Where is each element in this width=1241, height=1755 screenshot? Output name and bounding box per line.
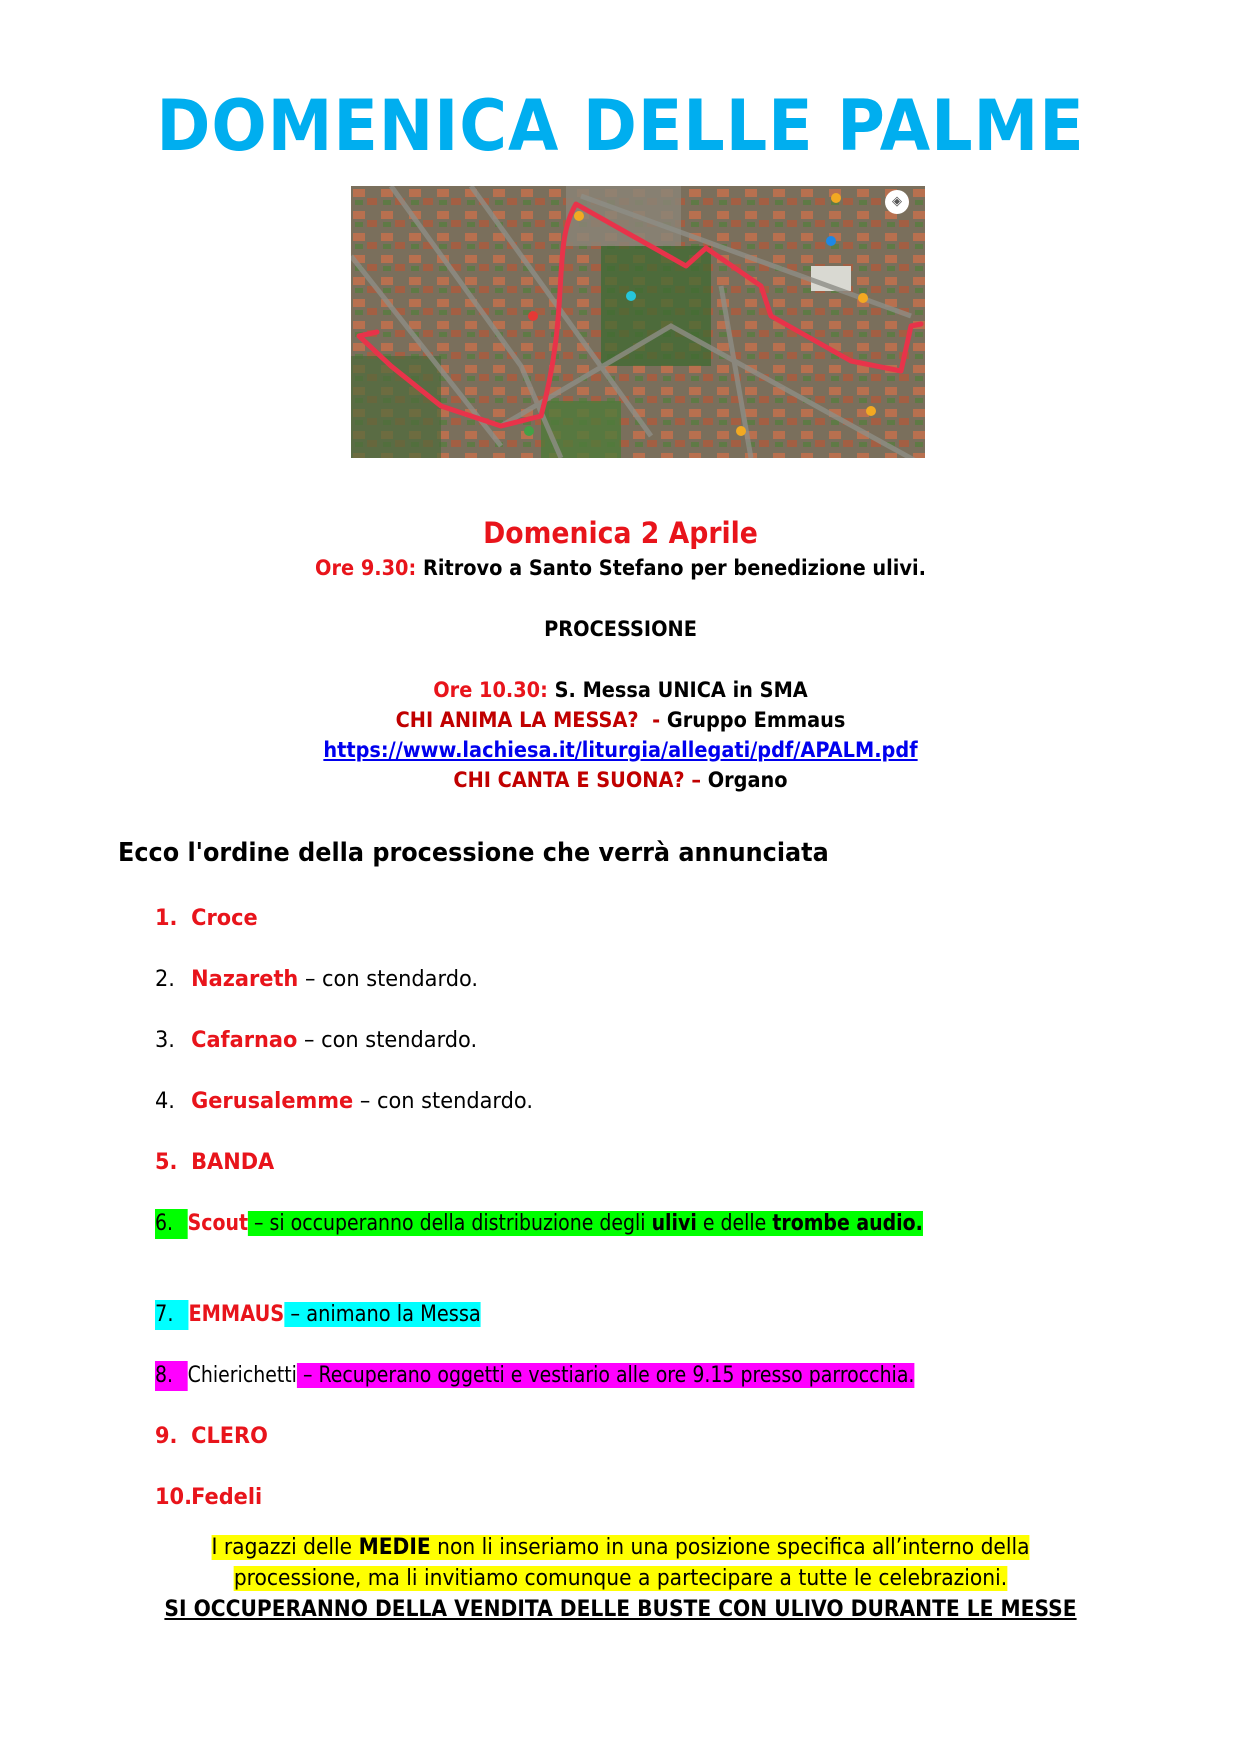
item-name: Croce [191,906,258,931]
music-question: CHI CANTA E SUONA? – [453,768,701,792]
item-number: 2. [155,967,175,992]
order-heading: Ecco l'ordine della processione che verrà annunciata [118,838,829,868]
animation-question: CHI ANIMA LA MESSA? - [395,708,661,732]
note-line-2 [50,1563,1192,1594]
page-title: DOMENICA DELLE PALME [156,85,1085,167]
list-item [155,1422,268,1452]
list-item [155,1209,923,1239]
item-description: – con stendardo. [353,1089,533,1114]
mass-time: Ore 10.30: [433,678,548,702]
item-description: – si occuperanno della distribuzione degli [248,1211,652,1236]
note-text: processione, ma li invitiamo comunque a partecipare a tutte le celebrazioni. [233,1566,1008,1591]
item-description-bold: ulivi [651,1211,697,1236]
music-line [50,766,1192,794]
item-number: 10. [155,1485,193,1510]
item-name: Nazareth [191,967,299,992]
procession-label: PROCESSIONE [544,617,697,641]
liturgy-pdf-link[interactable]: https://www.lachiesa.it/liturgia/allegati/pdf/APALM.pdf [323,738,918,762]
item-name: BANDA [191,1150,275,1175]
gathering-time: Ore 9.30: [315,556,417,580]
mass-line [50,676,1192,704]
list-item [155,904,258,934]
item-number: 7. [155,1300,188,1330]
item-description: – con stendardo. [297,1028,478,1053]
mass-text: S. Messa UNICA in SMA [554,678,808,702]
list-item [155,1483,262,1513]
item-number: 1. [155,906,178,931]
item-description: – con stendardo. [298,967,479,992]
event-date: Domenica 2 Aprile [483,516,758,550]
layers-icon: ◈ [892,194,902,209]
list-item [155,965,478,995]
gathering-text: Ritrovo a Santo Stefano per benedizione ulivi. [422,556,926,580]
procession-route-map[interactable] [351,186,925,458]
animation-line [50,706,1192,734]
item-name: EMMAUS [188,1302,285,1327]
list-item [155,1361,914,1391]
item-name: Chierichetti [187,1363,297,1388]
item-description: – animano la Messa [284,1302,481,1327]
item-name: Fedeli [191,1485,263,1510]
animation-answer: Gruppo Emmaus [666,708,846,732]
item-name: CLERO [191,1424,268,1449]
item-number: 4. [155,1089,175,1114]
item-name: Scout [187,1211,249,1236]
item-number: 3. [155,1028,175,1053]
item-description: e delle [696,1211,773,1236]
item-number: 5. [155,1150,178,1175]
note-line-3: SI OCCUPERANNO DELLA VENDITA DELLE BUSTE CON ULIVO DURANTE LE MESSE [164,1597,1077,1622]
item-name: Cafarnao [191,1028,298,1053]
liturgy-link-line [50,736,1192,764]
item-number: 6. [155,1209,188,1239]
item-description-bold: trombe audio. [772,1211,923,1236]
note-text: I ragazzi delle [211,1535,359,1560]
layers-button[interactable] [885,190,909,214]
note-line-1 [50,1532,1192,1563]
list-item [155,1148,274,1178]
item-number: 8. [155,1361,188,1391]
note-text: non li inseriamo in una posizione specifica all’interno della [430,1535,1030,1560]
item-name: Gerusalemme [191,1089,354,1114]
list-item [155,1300,481,1330]
music-answer: Organo [707,768,788,792]
satellite-map-image [351,186,925,458]
list-item [155,1087,533,1117]
item-description: – Recuperano oggetti e vestiario alle ore 9.15 presso parrocchia. [296,1363,915,1388]
note-bold: MEDIE [358,1535,431,1560]
item-number: 9. [155,1424,178,1449]
list-item [155,1026,477,1056]
gathering-line [50,554,1192,582]
